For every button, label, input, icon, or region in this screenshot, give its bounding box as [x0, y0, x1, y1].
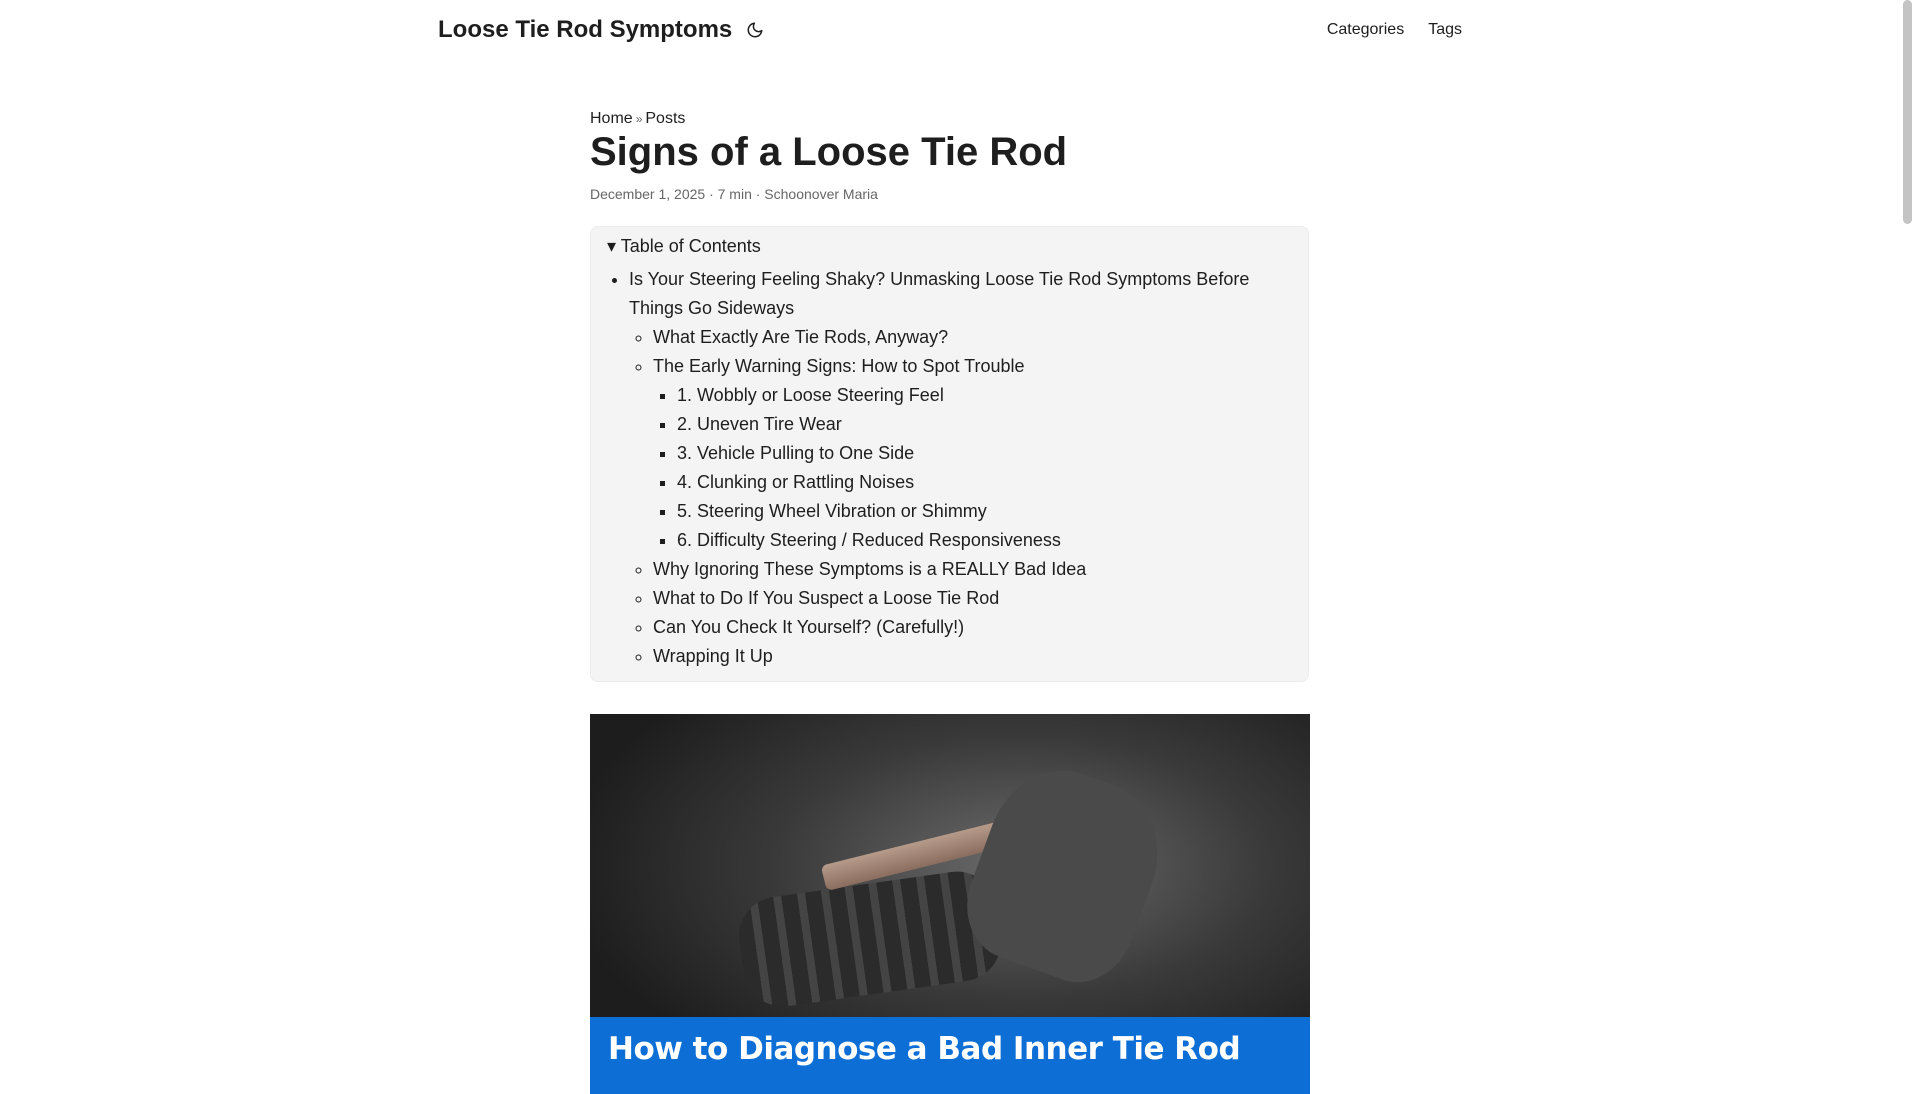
toc-link[interactable]: 4. Clunking or Rattling Noises	[677, 472, 915, 492]
toc-item	[677, 381, 1289, 410]
toc-item	[653, 555, 1289, 584]
toc-link[interactable]: 1. Wobbly or Loose Steering Feel	[677, 385, 944, 405]
toc-item	[629, 265, 1289, 671]
breadcrumb-posts[interactable]: Posts	[645, 110, 686, 127]
top-nav	[1327, 21, 1462, 39]
toc-link[interactable]: 5. Steering Wheel Vibration or Shimmy	[677, 501, 987, 521]
toc-item	[653, 352, 1289, 555]
toc-item	[677, 468, 1289, 497]
toc-toggle[interactable]: ▾ Table of Contents	[607, 236, 761, 256]
logo-group	[438, 16, 764, 44]
cover-banner-text: How to Diagnose a Bad Inner Tie Rod	[608, 1031, 1241, 1067]
toc-item	[653, 323, 1289, 352]
toc-link[interactable]: What Exactly Are Tie Rods, Anyway?	[653, 327, 949, 347]
nav-categories[interactable]: Categories	[1326, 21, 1405, 38]
toc-item	[653, 642, 1289, 671]
breadcrumb-separator: »	[635, 112, 643, 126]
post-meta: December 1, 2025 · 7 min · Schoonover Maria	[590, 186, 878, 202]
toc-link[interactable]: Can You Check It Yourself? (Carefully!)	[653, 617, 965, 637]
toc-item	[677, 410, 1289, 439]
toc-item	[653, 613, 1289, 642]
toc-list	[607, 265, 1289, 671]
toc-item	[677, 497, 1289, 526]
moon-icon[interactable]	[746, 21, 764, 39]
site-title-link[interactable]: Loose Tie Rod Symptoms	[438, 16, 733, 43]
toc-title: Table of Contents	[620, 236, 761, 256]
cover-banner	[590, 1017, 1310, 1094]
toc-item	[677, 526, 1289, 555]
cover-image	[590, 714, 1310, 1094]
breadcrumb	[590, 110, 685, 128]
toc-link[interactable]: Why Ignoring These Symptoms is a REALLY Bad Idea	[653, 559, 1087, 579]
toc-link[interactable]: 2. Uneven Tire Wear	[677, 414, 842, 434]
breadcrumb-home[interactable]: Home	[590, 110, 633, 127]
page-title: Signs of a Loose Tie Rod	[590, 130, 1068, 174]
toc-link[interactable]: The Early Warning Signs: How to Spot Trouble	[653, 356, 1025, 376]
steering-boot-shape	[734, 866, 1007, 1011]
toc-link[interactable]: Is Your Steering Feeling Shaky? Unmasking Loose Tie Rod Symptoms Before Things Go Sideways	[629, 269, 1250, 318]
table-of-contents	[590, 226, 1309, 682]
toc-link[interactable]: Wrapping It Up	[653, 646, 773, 666]
site-header	[438, 0, 1462, 60]
toc-item	[653, 584, 1289, 613]
toc-link[interactable]: 3. Vehicle Pulling to One Side	[677, 443, 915, 463]
nav-tags[interactable]: Tags	[1428, 21, 1462, 38]
toc-link[interactable]: 6. Difficulty Steering / Reduced Responsiveness	[677, 530, 1061, 550]
page-scrollbar[interactable]	[1903, 0, 1912, 224]
toc-item	[677, 439, 1289, 468]
toc-link[interactable]: What to Do If You Suspect a Loose Tie Rod	[653, 588, 1000, 608]
